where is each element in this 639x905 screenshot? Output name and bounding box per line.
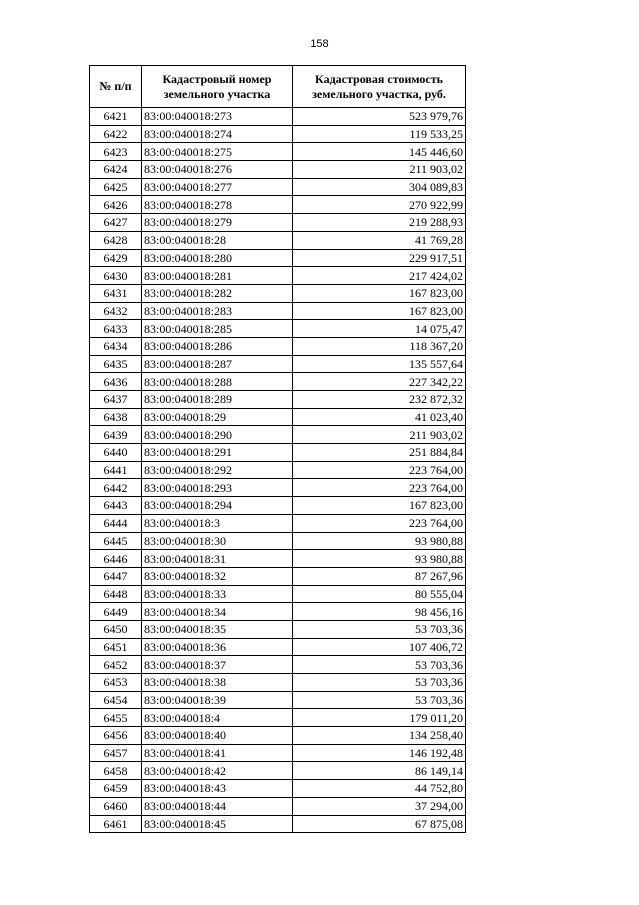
row-number-cell: 6458 <box>90 762 142 780</box>
header-row-number: № п/п <box>90 66 142 108</box>
row-number-cell: 6461 <box>90 815 142 833</box>
cadastral-number-cell: 83:00:040018:292 <box>142 461 293 479</box>
table-row <box>90 337 466 355</box>
row-number-cell: 6438 <box>90 408 142 426</box>
cadastral-number-cell: 83:00:040018:287 <box>142 355 293 373</box>
row-number-cell: 6451 <box>90 638 142 656</box>
table-row <box>90 143 466 161</box>
cadastral-number-cell: 83:00:040018:285 <box>142 320 293 338</box>
cadastral-number-cell: 83:00:040018:38 <box>142 674 293 692</box>
table-row <box>90 620 466 638</box>
header-cadastral-number: Кадастровый номер земельного участка <box>142 66 293 108</box>
table-row <box>90 444 466 462</box>
cadastral-value-cell: 270 922,99 <box>293 196 466 214</box>
cadastral-value-cell: 223 764,00 <box>293 479 466 497</box>
table-row <box>90 267 466 285</box>
cadastral-number-cell: 83:00:040018:279 <box>142 214 293 232</box>
table-row <box>90 355 466 373</box>
table-row <box>90 249 466 267</box>
row-number-cell: 6422 <box>90 125 142 143</box>
row-number-cell: 6437 <box>90 391 142 409</box>
row-number-cell: 6459 <box>90 780 142 798</box>
table-row <box>90 497 466 515</box>
cadastral-number-cell: 83:00:040018:39 <box>142 691 293 709</box>
table-row <box>90 231 466 249</box>
row-number-cell: 6452 <box>90 656 142 674</box>
cadastral-number-cell: 83:00:040018:275 <box>142 143 293 161</box>
cadastral-number-cell: 83:00:040018:34 <box>142 603 293 621</box>
row-number-cell: 6439 <box>90 426 142 444</box>
cadastral-value-cell: 223 764,00 <box>293 461 466 479</box>
table-row <box>90 532 466 550</box>
row-number-cell: 6446 <box>90 550 142 568</box>
cadastral-value-cell: 219 288,93 <box>293 214 466 232</box>
table-row <box>90 603 466 621</box>
cadastral-number-cell: 83:00:040018:282 <box>142 284 293 302</box>
cadastral-value-cell: 53 703,36 <box>293 691 466 709</box>
table-row <box>90 479 466 497</box>
table-row <box>90 656 466 674</box>
row-number-cell: 6445 <box>90 532 142 550</box>
table-row <box>90 408 466 426</box>
cadastral-value-cell: 145 446,60 <box>293 143 466 161</box>
cadastral-value-cell: 227 342,22 <box>293 373 466 391</box>
cadastral-value-cell: 167 823,00 <box>293 302 466 320</box>
table-row <box>90 426 466 444</box>
table-row <box>90 196 466 214</box>
cadastral-number-cell: 83:00:040018:290 <box>142 426 293 444</box>
cadastral-value-cell: 167 823,00 <box>293 497 466 515</box>
cadastral-number-cell: 83:00:040018:293 <box>142 479 293 497</box>
cadastral-number-cell: 83:00:040018:3 <box>142 514 293 532</box>
row-number-cell: 6436 <box>90 373 142 391</box>
table-row <box>90 744 466 762</box>
row-number-cell: 6444 <box>90 514 142 532</box>
row-number-cell: 6455 <box>90 709 142 727</box>
cadastral-number-cell: 83:00:040018:44 <box>142 797 293 815</box>
cadastral-number-cell: 83:00:040018:29 <box>142 408 293 426</box>
row-number-cell: 6454 <box>90 691 142 709</box>
cadastral-number-cell: 83:00:040018:43 <box>142 780 293 798</box>
cadastral-value-cell: 98 456,16 <box>293 603 466 621</box>
cadastral-value-cell: 211 903,02 <box>293 161 466 179</box>
table-body <box>90 108 466 833</box>
row-number-cell: 6447 <box>90 567 142 585</box>
row-number-cell: 6428 <box>90 231 142 249</box>
cadastral-value-cell: 118 367,20 <box>293 337 466 355</box>
cadastral-value-cell: 93 980,88 <box>293 550 466 568</box>
cadastral-value-cell: 211 903,02 <box>293 426 466 444</box>
row-number-cell: 6453 <box>90 674 142 692</box>
cadastral-value-cell: 87 267,96 <box>293 567 466 585</box>
cadastral-value-cell: 232 872,32 <box>293 391 466 409</box>
cadastral-value-cell: 44 752,80 <box>293 780 466 798</box>
cadastral-number-cell: 83:00:040018:288 <box>142 373 293 391</box>
cadastral-value-cell: 93 980,88 <box>293 532 466 550</box>
row-number-cell: 6442 <box>90 479 142 497</box>
row-number-cell: 6460 <box>90 797 142 815</box>
table-row <box>90 320 466 338</box>
cadastral-value-cell: 223 764,00 <box>293 514 466 532</box>
table-row <box>90 214 466 232</box>
cadastral-value-cell: 37 294,00 <box>293 797 466 815</box>
cadastral-value-cell: 53 703,36 <box>293 620 466 638</box>
row-number-cell: 6423 <box>90 143 142 161</box>
row-number-cell: 6441 <box>90 461 142 479</box>
row-number-cell: 6448 <box>90 585 142 603</box>
cadastral-value-cell: 107 406,72 <box>293 638 466 656</box>
cadastral-value-cell: 251 884,84 <box>293 444 466 462</box>
cadastral-value-cell: 86 149,14 <box>293 762 466 780</box>
table-row <box>90 161 466 179</box>
cadastral-value-cell: 229 917,51 <box>293 249 466 267</box>
cadastral-number-cell: 83:00:040018:36 <box>142 638 293 656</box>
row-number-cell: 6432 <box>90 302 142 320</box>
table-row <box>90 691 466 709</box>
table-row <box>90 550 466 568</box>
row-number-cell: 6434 <box>90 337 142 355</box>
table-row <box>90 780 466 798</box>
cadastral-value-table <box>89 65 466 833</box>
cadastral-number-cell: 83:00:040018:35 <box>142 620 293 638</box>
table-row <box>90 125 466 143</box>
cadastral-number-cell: 83:00:040018:278 <box>142 196 293 214</box>
table-row <box>90 815 466 833</box>
cadastral-number-cell: 83:00:040018:33 <box>142 585 293 603</box>
row-number-cell: 6424 <box>90 161 142 179</box>
table-row <box>90 797 466 815</box>
cadastral-value-cell: 41 769,28 <box>293 231 466 249</box>
table-header-row <box>90 66 466 108</box>
cadastral-value-cell: 179 011,20 <box>293 709 466 727</box>
cadastral-number-cell: 83:00:040018:32 <box>142 567 293 585</box>
cadastral-number-cell: 83:00:040018:281 <box>142 267 293 285</box>
table-row <box>90 709 466 727</box>
cadastral-value-cell: 41 023,40 <box>293 408 466 426</box>
cadastral-value-cell: 119 533,25 <box>293 125 466 143</box>
row-number-cell: 6433 <box>90 320 142 338</box>
table-row <box>90 461 466 479</box>
row-number-cell: 6426 <box>90 196 142 214</box>
table-row <box>90 391 466 409</box>
cadastral-number-cell: 83:00:040018:277 <box>142 178 293 196</box>
page-number: 158 <box>310 38 329 50</box>
row-number-cell: 6449 <box>90 603 142 621</box>
table-row <box>90 373 466 391</box>
cadastral-number-cell: 83:00:040018:40 <box>142 727 293 745</box>
cadastral-number-cell: 83:00:040018:294 <box>142 497 293 515</box>
row-number-cell: 6421 <box>90 108 142 126</box>
table-row <box>90 762 466 780</box>
cadastral-number-cell: 83:00:040018:280 <box>142 249 293 267</box>
table-row <box>90 284 466 302</box>
cadastral-value-cell: 217 424,02 <box>293 267 466 285</box>
row-number-cell: 6429 <box>90 249 142 267</box>
cadastral-value-cell: 304 089,83 <box>293 178 466 196</box>
table-row <box>90 674 466 692</box>
table-row <box>90 302 466 320</box>
cadastral-number-cell: 83:00:040018:28 <box>142 231 293 249</box>
row-number-cell: 6443 <box>90 497 142 515</box>
row-number-cell: 6430 <box>90 267 142 285</box>
cadastral-number-cell: 83:00:040018:276 <box>142 161 293 179</box>
row-number-cell: 6440 <box>90 444 142 462</box>
cadastral-value-cell: 53 703,36 <box>293 656 466 674</box>
cadastral-number-cell: 83:00:040018:4 <box>142 709 293 727</box>
cadastral-value-cell: 53 703,36 <box>293 674 466 692</box>
header-cadastral-value: Кадастровая стоимость земельного участка, руб. <box>293 66 466 108</box>
cadastral-value-cell: 14 075,47 <box>293 320 466 338</box>
cadastral-number-cell: 83:00:040018:42 <box>142 762 293 780</box>
cadastral-number-cell: 83:00:040018:30 <box>142 532 293 550</box>
cadastral-number-cell: 83:00:040018:41 <box>142 744 293 762</box>
table-row <box>90 727 466 745</box>
row-number-cell: 6435 <box>90 355 142 373</box>
cadastral-number-cell: 83:00:040018:37 <box>142 656 293 674</box>
row-number-cell: 6457 <box>90 744 142 762</box>
table-row <box>90 514 466 532</box>
cadastral-value-cell: 523 979,76 <box>293 108 466 126</box>
cadastral-value-cell: 134 258,40 <box>293 727 466 745</box>
cadastral-number-cell: 83:00:040018:273 <box>142 108 293 126</box>
table-row <box>90 585 466 603</box>
cadastral-number-cell: 83:00:040018:31 <box>142 550 293 568</box>
row-number-cell: 6427 <box>90 214 142 232</box>
cadastral-number-cell: 83:00:040018:286 <box>142 337 293 355</box>
table-row <box>90 638 466 656</box>
cadastral-number-cell: 83:00:040018:45 <box>142 815 293 833</box>
table-row <box>90 108 466 126</box>
cadastral-value-cell: 135 557,64 <box>293 355 466 373</box>
table-row <box>90 567 466 585</box>
cadastral-number-cell: 83:00:040018:291 <box>142 444 293 462</box>
cadastral-number-cell: 83:00:040018:289 <box>142 391 293 409</box>
cadastral-value-cell: 167 823,00 <box>293 284 466 302</box>
row-number-cell: 6425 <box>90 178 142 196</box>
cadastral-number-cell: 83:00:040018:274 <box>142 125 293 143</box>
row-number-cell: 6450 <box>90 620 142 638</box>
row-number-cell: 6456 <box>90 727 142 745</box>
cadastral-value-cell: 146 192,48 <box>293 744 466 762</box>
cadastral-value-cell: 67 875,08 <box>293 815 466 833</box>
cadastral-number-cell: 83:00:040018:283 <box>142 302 293 320</box>
cadastral-value-cell: 80 555,04 <box>293 585 466 603</box>
row-number-cell: 6431 <box>90 284 142 302</box>
table-row <box>90 178 466 196</box>
